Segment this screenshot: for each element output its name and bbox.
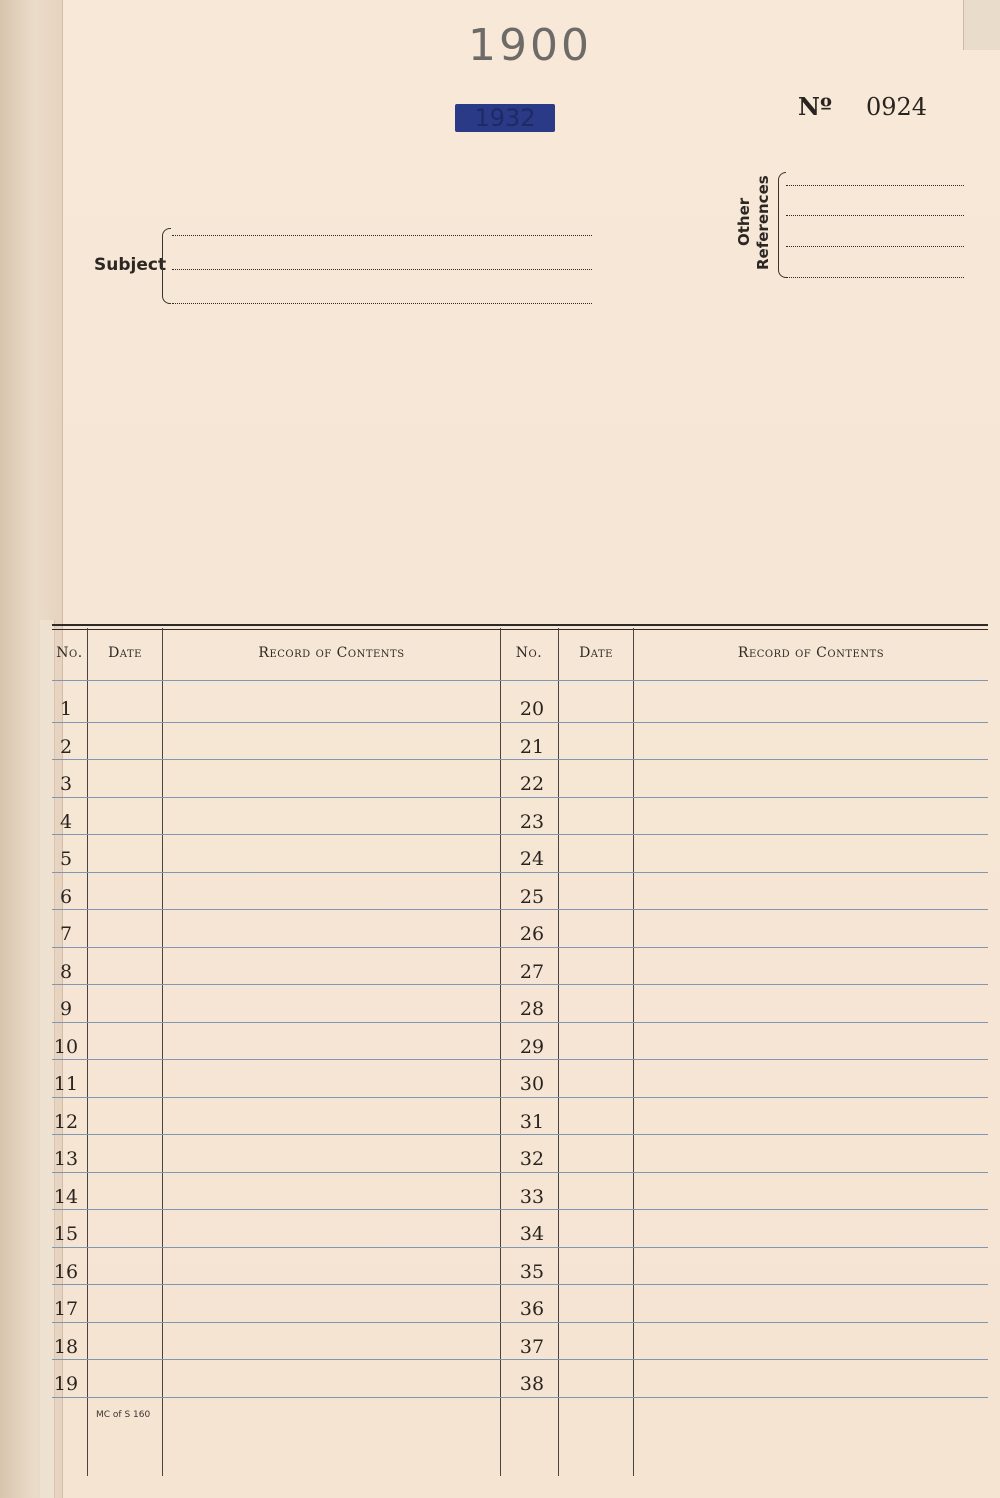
row-rule <box>52 1172 988 1173</box>
row-number-left: 17 <box>53 1298 79 1320</box>
subject-line-3[interactable] <box>172 303 592 304</box>
row-number-left: 6 <box>59 885 73 908</box>
year-heading: 1900 <box>468 20 592 71</box>
row-rule <box>52 947 988 948</box>
row-rule <box>52 1397 988 1398</box>
row-number-right: 23 <box>519 810 545 833</box>
row-rule <box>52 1134 988 1135</box>
row-rule <box>52 797 988 798</box>
row-number-right: 33 <box>519 1185 545 1208</box>
row-rule <box>52 872 988 873</box>
row-number-left: 9 <box>59 998 73 1020</box>
row-number-right: 35 <box>519 1260 545 1283</box>
reference-line-4[interactable] <box>786 277 964 278</box>
header-date-right: Date <box>579 645 613 661</box>
reference-line-1[interactable] <box>786 185 964 186</box>
row-number-right: 22 <box>519 773 545 795</box>
header-record-left: Record of Contents <box>258 645 405 661</box>
reference-number <box>798 92 927 121</box>
row-number-right: 20 <box>519 698 545 720</box>
row-rule <box>52 834 988 835</box>
col-divider <box>633 628 634 1476</box>
other-references-label <box>729 175 777 274</box>
row-number-right: 36 <box>519 1298 545 1320</box>
subject-brace <box>162 228 171 304</box>
form-code: MC of S 160 <box>96 1410 151 1420</box>
row-rule <box>52 1359 988 1360</box>
row-number-right: 29 <box>519 1035 545 1058</box>
row-number-right: 32 <box>519 1148 545 1170</box>
row-number-right: 30 <box>519 1073 545 1095</box>
row-number-left: 16 <box>53 1260 79 1283</box>
row-number-left: 13 <box>53 1148 79 1170</box>
row-rule <box>52 1022 988 1023</box>
row-rule <box>52 1322 988 1323</box>
header-rule <box>52 680 988 681</box>
row-number-left: 7 <box>59 923 73 945</box>
row-number-left: 1 <box>59 698 73 720</box>
other-references-line1: Other <box>735 197 753 246</box>
header-record-right: Record of Contents <box>737 645 885 661</box>
row-number-right: 25 <box>519 885 545 908</box>
row-number-right: 27 <box>519 960 545 983</box>
row-number-left: 19 <box>53 1373 79 1395</box>
record-table <box>52 628 988 1476</box>
row-number-right: 28 <box>519 998 545 1020</box>
row-number-left: 12 <box>53 1110 79 1133</box>
col-divider <box>162 628 163 1476</box>
stamp-number: 1932 <box>455 104 555 132</box>
row-number-left: 2 <box>59 735 73 758</box>
row-number-left: 4 <box>59 810 73 833</box>
row-rule <box>52 722 988 723</box>
row-rule <box>52 909 988 910</box>
subject-line-2[interactable] <box>172 269 592 270</box>
row-rule <box>52 1247 988 1248</box>
header-date-left: Date <box>108 645 142 661</box>
header-no-left: No. <box>56 645 83 661</box>
row-rule <box>52 1284 988 1285</box>
table-top-rule <box>52 624 988 626</box>
row-number-left: 11 <box>53 1073 79 1095</box>
row-rule <box>52 1097 988 1098</box>
row-number-right: 21 <box>519 735 545 758</box>
row-number-right: 37 <box>519 1335 545 1358</box>
row-rule <box>52 984 988 985</box>
row-number-left: 5 <box>59 848 73 870</box>
row-number-left: 18 <box>53 1335 79 1358</box>
row-number-right: 31 <box>519 1110 545 1133</box>
ref-value: 0924 <box>865 93 928 121</box>
references-brace <box>778 172 786 278</box>
row-number-right: 34 <box>519 1223 545 1245</box>
torn-corner <box>963 0 1000 50</box>
ref-label: Nº <box>798 92 832 121</box>
row-number-left: 10 <box>53 1035 79 1058</box>
subject-label: Subject <box>94 255 167 275</box>
subject-line-1[interactable] <box>172 235 592 236</box>
reference-line-2[interactable] <box>786 215 964 216</box>
row-number-left: 15 <box>53 1223 79 1245</box>
col-divider <box>87 628 88 1476</box>
row-number-left: 3 <box>59 773 73 795</box>
row-rule <box>52 1059 988 1060</box>
header-no-right: No. <box>515 645 543 661</box>
reference-line-3[interactable] <box>786 246 964 247</box>
row-number-left: 14 <box>53 1185 79 1208</box>
row-number-left: 8 <box>59 960 73 983</box>
other-references-line2: References <box>754 175 772 270</box>
row-rule <box>52 1209 988 1210</box>
row-rule <box>52 759 988 760</box>
row-number-right: 24 <box>519 848 545 870</box>
row-number-right: 38 <box>519 1373 545 1395</box>
row-number-right: 26 <box>519 923 545 945</box>
